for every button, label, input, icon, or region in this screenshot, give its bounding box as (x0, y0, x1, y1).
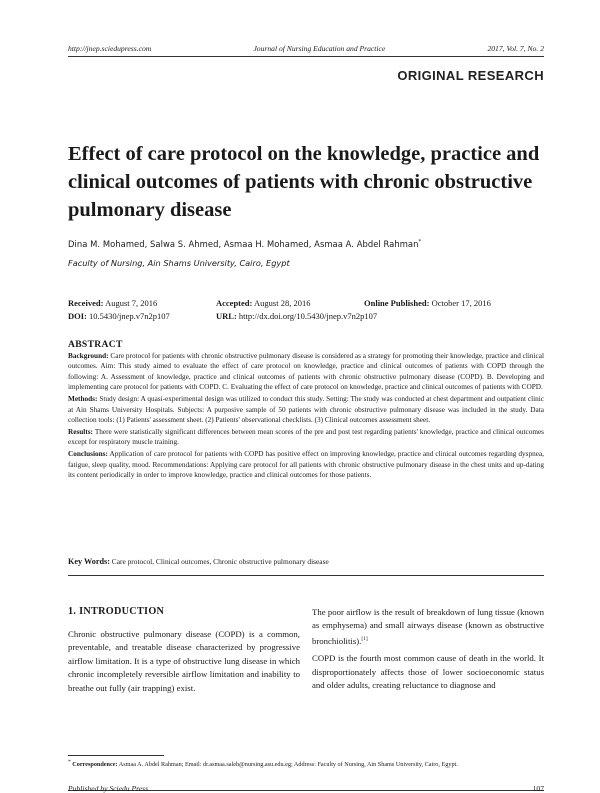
introduction-heading: 1. INTRODUCTION (68, 606, 165, 617)
author-list (68, 239, 538, 249)
paper-title: Effect of care protocol on the knowledge, practice and clinical outcomes of patients with chronic obstructive pulmonary disease (68, 143, 540, 221)
author-names: Dina M. Mohamed, Salwa S. Ahmed, Asmaa H. Mohamed, Asmaa A. Abdel Rahman (68, 239, 419, 249)
accepted-date: Accepted: August 28, 2016 (216, 298, 311, 308)
doi: DOI: 10.5430/jnep.v7n2p107 (68, 311, 170, 321)
abstract-conclusions: Conclusions: Application of care protocol for patients with COPD has positive effect on improving knowledge, practice and clinical outcomes regarding dyspnea, fatigue, sleep quality, mood. Recommendations: Applying care protocol for all patients with chronic obstructive pulmonary disease in the chest units and up-dating its content periodically in order to improve knowledge, practice and clinical outcomes for those patients. (68, 450, 544, 479)
running-header (68, 44, 544, 53)
abstract-results: Results: There were statistically significant differences between mean scores of the pre and post test regarding patients' knowledge, practice and clinical outcomes except for respiratory muscle training. (68, 427, 545, 447)
abstract-background: Background: Care protocol for patients with chronic obstructive pulmonary disease is considered as a strategy for promoting their knowledge, practice and clinical outcomes. Aim: This study aimed to evaluate the effect of care protocol on knowledge, practice and clinical outcomes of patients with COPD through the following: A. Assessment of knowledge, practice and clinical outcomes of patients with chronic obstructive pulmonary disease (COPD). B. Developing and implementing care protocol for patients with COPD. C. Evaluating the effect of care protocol on knowledge, practice and clinical outcomes of patients with COPD. (68, 352, 544, 392)
doi-link[interactable]: 10.5430/jnep.v7n2p107 (89, 311, 170, 321)
article-url: URL: http://dx.doi.org/10.5430/jnep.v7n2p107 (216, 311, 378, 321)
header-rule (68, 56, 544, 57)
abstract-body (68, 351, 544, 482)
keywords-rule (68, 575, 544, 576)
article-url-link[interactable]: http://dx.doi.org/10.5430/jnep.v7n2p107 (238, 311, 378, 321)
intro-paragraph-2: The poor airflow is the result of breakdown of lung tissue (known as emphysema) and small airways disease (known as obstructive bronchiolitis).[1] (312, 607, 544, 646)
intro-paragraph-1: Chronic obstructive pulmonary disease (COPD) is a common, preventable, and treatable disease characterized by progressive airflow limitation. It is a type of obstructive lung disease in which chronic incompletely reversible airflow limitation and inability to breathe out fully (air trapping) exist. (68, 629, 300, 693)
article-type: ORIGINAL RESEARCH (397, 68, 544, 83)
citation-1[interactable]: [1] (361, 635, 368, 642)
journal-name: Journal of Nursing Education and Practice (253, 44, 386, 53)
left-column (68, 628, 300, 695)
publisher: Published by Sciedu Press (68, 784, 149, 793)
footnote-rule (68, 755, 164, 756)
received-date: Received: August 7, 2016 (68, 298, 158, 308)
volume-info: 2017, Vol. 7, No. 2 (487, 44, 544, 53)
right-column (312, 606, 544, 692)
corresponding-mark: * (418, 239, 422, 246)
keywords: Key Words: Care protocol, Clinical outcomes, Chronic obstructive pulmonary disease (68, 557, 329, 566)
journal-url[interactable]: http://jnep.sciedupress.com (68, 44, 152, 53)
abstract-methods: Methods: Study design: A quasi-experimental design was utilized to conduct this study. Setting: The study was conducted at chest department and outpatient clinic at Ain Shams University Hospitals. Subjects: A purposive sample of 50 patients with chronic obstructive pulmonary disease was included in the study. Data collection tools: (1) Patients' assessment sheet. (2) Patients' observational checklists. (3) Clinical outcomes assessment sheet. (68, 395, 544, 424)
affiliation: Faculty of Nursing, Ain Shams University, Cairo, Egypt (68, 258, 290, 268)
intro-paragraph-3: COPD is the fourth most common cause of death in the world. It disproportionately affects those of lower socioeconomic status and older adults, creating reluctance to diagnose and (312, 653, 544, 690)
page-footer (68, 784, 544, 793)
published-date: Online Published: October 17, 2016 (364, 298, 491, 308)
correspondence-footnote: * Correspondence: Asmaa A. Abdel Rahman; Email: dr.asmaa.saleh@nursing.asu.edu.eg; Address: Faculty of Nursing, Ain Shams University, Cairo, Egypt. (68, 759, 458, 769)
page-number: 107 (532, 784, 544, 793)
abstract-heading: ABSTRACT (68, 339, 123, 350)
